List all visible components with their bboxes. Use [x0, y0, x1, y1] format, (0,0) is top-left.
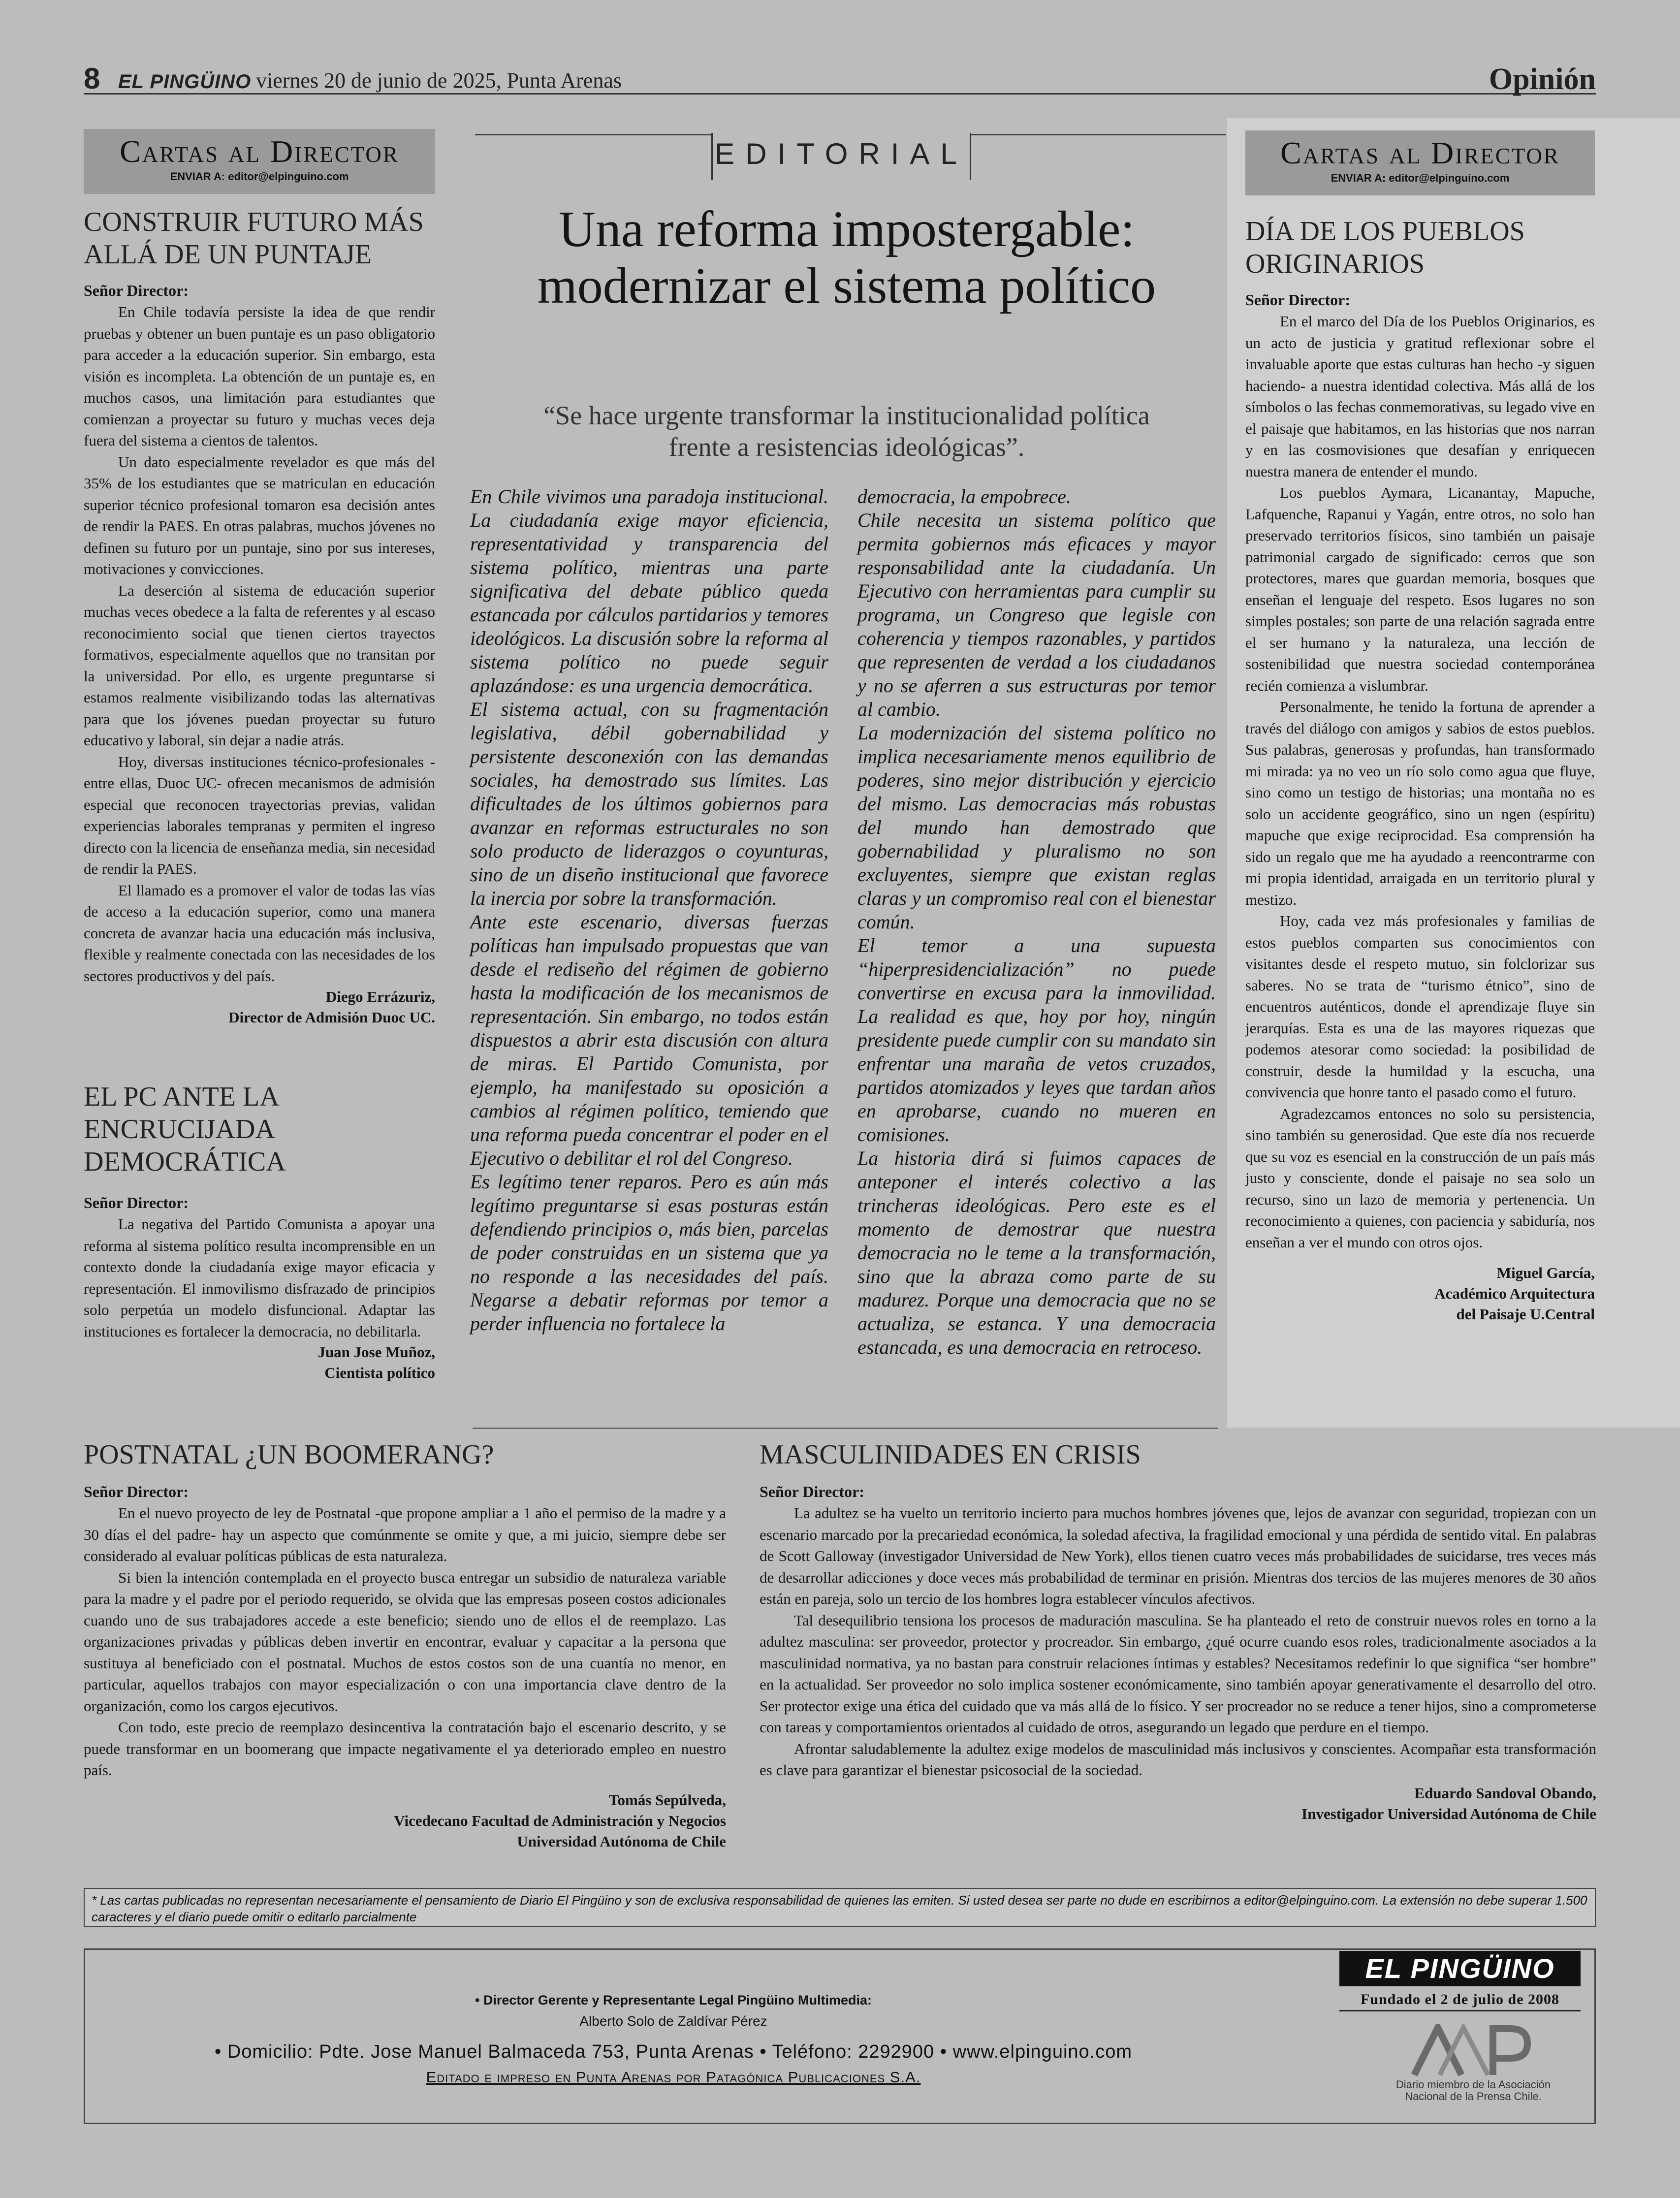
paragraph: La deserción al sistema de educación superior muchas veces obedece a la falta de referentes y al escaso reconocimiento social que tienen ciertos trayectos formativos, especialmente aquellos que no transitan por la universidad. Por ello, es urgente preguntarse si estamos realmente visibilizando todas las alternativas para que los jóvenes puedan proyectar su futuro educativo y laboral, sin dejar a nadie atrás.	[84, 581, 435, 749]
headline-line: modernizar el sistema político	[537, 257, 1156, 314]
signature-role: Vicedecano Facultad de Administración y Negocios	[394, 1812, 726, 1829]
paragraph: La adultez se ha vuelto un territorio incierto para muchos hombres jóvenes que, lejos de avanzar con seguridad, tropiezan con un escenario marcado por la precariedad económica, la soledad afectiva, la fragilidad emocional y una pérdida de sentido vital. En palabras de Scott Galloway (investigador Universidad de New York), ellos tienen cuatro veces más probabilidades de suicidarse, tres veces más de desarrollar adicciones y doce veces más probabilidad de terminar en prisión. Mientras dos tercios de las mujeres menores de 30 años están en pareja, solo un tercio de los hombres logra establecer vínculos afectivos.	[760, 1504, 1596, 1607]
paragraph: Tal desequilibrio tensiona los procesos de maduración masculina. Se ha planteado el reto de construir nuevos roles en torno a la adultez masculina: ser proveedor, protector y procreador. Sin embargo, ¿qué ocurre cuando esos roles, tradicionalmente asociados a la masculinidad normativa, ya no bastan para construir relaciones íntimas y estables? Necesitamos redefinir lo que significa “ser hombre” en la actualidad. Ser proveedor no solo implica sostener económicamente, sino también apoyar generativamente el desarrollo del otro. Ser protector exige una ética del cuidado que va más allá de lo físico. Y ser procreador no se reduce a tener hijos, sino a comprometerse con tareas y comportamientos orientados al cuidado de otros, asegurando un legado que perdure en el tiempo.	[760, 1611, 1596, 1736]
letter-postnatal	[84, 1438, 726, 1852]
page-number: 8	[84, 62, 100, 95]
salutation: Señor Director:	[84, 1194, 189, 1211]
letter-pueblos-originarios	[1245, 215, 1595, 1325]
footer-box	[84, 1948, 1596, 2124]
paragraph: Personalmente, he tenido la fortuna de aprender a través del diálogo con amigos y sabios de estos pueblos. Sus palabras, generosas y profundas, han transformado mi mirada: ya no veo un río solo como agua que fluye, sino como un testigo de historias; una montaña no es solo un accidente geográfico, sino un ngen (espíritu) mapuche que exige reciprocidad. Esa comprensión ha sido un regalo que me ha ayudado a reencontrarme con mi propia identidad, arraigada en un territorio plural y mestizo.	[1245, 698, 1595, 908]
letter-title-line: ALLÁ DE UN PUNTAJE	[84, 239, 372, 270]
letter-pc-encrucijada	[84, 1081, 435, 1383]
letter-masculinidades	[760, 1438, 1596, 1824]
letter-title-line: EL PC ANTE LA	[84, 1082, 280, 1112]
paragraph: En el marco del Día de los Pueblos Originarios, es un acto de justicia y gratitud reflexionar sobre el invaluable aporte que estas culturas han hecho -y siguen haciendo- a nuestra identidad colectiva. Más allá de los símbolos o las fechas conmemorativas, su legado vive en el paisaje que habitamos, en las historias que nos narran y en las cosmovisiones que desafían y enriquecen nuestra manera de entender el mundo.	[1245, 313, 1595, 480]
editorial-column-2	[857, 485, 1216, 1359]
letter-body	[84, 1502, 726, 1781]
letter-title: MASCULINIDADES EN CRISIS	[760, 1439, 1141, 1470]
paragraph: democracia, la empobrece.	[857, 485, 1071, 508]
letter-body	[84, 1213, 435, 1342]
paragraph: Un dato especialmente revelador es que más del 35% de los estudiantes que se matriculan en educación superior técnico profesional tomaron esa decisión antes de rendir la PAES. En otras palabras, muchos jóvenes no definen su futuro por un puntaje, sino por sus intereses, motivaciones y convicciones.	[84, 453, 435, 577]
letter-title	[84, 206, 435, 271]
signature	[84, 1790, 726, 1852]
paragraph: Los pueblos Aymara, Licanantay, Mapuche, Lafquenche, Rapanui y Yagán, entre otros, no solo han preservado territorios físicos, sino también un paisaje patrimonial cargado de significado: cerros que son protectores, mares que guardan memoria, bosques que enseñan el lenguaje del respeto. Esos lugares no son simples postales; son parte de una relación sagrada entre el ser humano y la naturaleza, una lección de sostenibilidad que nuestra sociedad contemporánea recién comienza a vislumbrar.	[1245, 484, 1595, 694]
paragraph: Agradezcamos entonces no solo su persistencia, sino también su generosidad. Que este día nos recuerde que su voz es esencial en la construcción de un país más justo y consciente, donde el paisaje no sea solo un recurso, sino un lazo de memoria y pertenencia. Un reconocimiento a quienes, con paciencia y sabiduría, nos enseñan a ver el mundo con otros ojos.	[1245, 1105, 1595, 1251]
printed-line: Editado e impreso en Punta Arenas por Patagónica Publicaciones S.A.	[426, 2069, 921, 2086]
signature-name: Juan Jose Muñoz,	[317, 1343, 435, 1361]
letter-title-line: DÍA DE LOS PUEBLOS	[1245, 216, 1525, 247]
cartas-header-right	[1245, 130, 1595, 195]
quote-line: frente a resistencias ideológicas”.	[668, 432, 1025, 462]
signature	[84, 1342, 435, 1383]
paragraph: El sistema actual, con su fragmentación legislativa, débil gobernabilidad y persistente desconexión con las demandas sociales, ha demostrado sus límites. Las dificultades de los últimos gobiernos para avanzar en reformas estructurales no son solo producto de liderazgos o coyunturas, sino de un diseño institucional que favorece la inercia por sobre la transformación.	[470, 698, 828, 909]
printed-line-wrap	[85, 2068, 1262, 2087]
signature-role: Investigador Universidad Autónoma de Chile	[1301, 1805, 1596, 1822]
paragraph: La negativa del Partido Comunista a apoyar una reforma al sistema político resulta incomprensible en un contexto donde la ciudadanía exige mayor eficacia y representación. El inmovilismo disfrazado de principios solo perpetúa un modelo disfuncional. Adaptar las instituciones es fortalecer la democracia, no debilitarla.	[84, 1215, 435, 1340]
letter-title-line: DEMOCRÁTICA	[84, 1147, 286, 1177]
letter-title-line: CONSTRUIR FUTURO MÁS	[84, 207, 424, 237]
paragraph: El temor a una supuesta “hiperpresidencialización” no puede convertirse en excusa para la inmovilidad. La realidad es que, hoy por hoy, ningún presidente puede cumplir con su mandato sin enfrentar una maraña de vetos cruzados, partidos atomizados y leyes que tardan años en aprobarse, cuando no mueren en comisiones.	[857, 934, 1216, 1146]
paragraph: El llamado es a promover el valor de todas las vías de acceso a la educación superior, como una manera concreta de avanzar hacia una educación más inclusiva, flexible y realmente conectada con las necesidades de los sectores productivos y del país.	[84, 881, 435, 985]
editorial-label: EDITORIAL	[715, 137, 968, 170]
disclaimer-box: * Las cartas publicadas no representan necesariamente el pensamiento de Diario El Pingüino y son de exclusiva responsabilidad de quienes las emiten. Si usted desea ser parte no dude en escribirnos a editor@elpinguino.com. La extensión no debe superar 1.500 caracteres y el diario puede omitir o editarlo parcialmente	[84, 1888, 1596, 1927]
letter-title: POSTNATAL ¿UN BOOMERANG?	[84, 1439, 494, 1470]
paragraph: La modernización del sistema político no implica necesariamente menos equilibrio de poderes, sino mejor distribución y ejercicio del mismo. Las democracias más robustas del mundo han demostrado que gobernabilidad y pluralismo no son excluyentes, siempre que existan reglas claras y un compromiso real con el bienestar común.	[857, 722, 1216, 933]
brand-logo: EL PINGÜINO	[1339, 1951, 1581, 1986]
signature-name: Eduardo Sandoval Obando,	[1414, 1784, 1596, 1802]
salutation: Señor Director:	[1245, 291, 1350, 309]
signature-role: Cientista político	[324, 1364, 435, 1381]
founded-line: Fundado el 2 de julio de 2008	[1339, 1989, 1581, 2011]
signature	[1245, 1263, 1595, 1325]
signature-role: Académico Arquitectura	[1434, 1285, 1595, 1302]
contact-line: • Domicilio: Pdte. Jose Manuel Balmaceda 753, Punta Arenas • Teléfono: 2292900 • www.elpinguino.com	[214, 2041, 1133, 2062]
quote-line: “Se hace urgente transformar la institucionalidad política	[543, 401, 1150, 430]
paragraph: Ante este escenario, diversas fuerzas políticas han impulsado propuestas que van desde el rediseño del régimen de gobierno hasta la modificación de los mecanismos de representación. Sin embargo, no todos están dispuestos a abrir esta discusión con altura de miras. El Partido Comunista, por ejemplo, ha manifestado su oposición a cambios al régimen político, temiendo que una reforma pueda concentrar el poder en el Ejecutivo o debilitar el rol del Congreso.	[470, 911, 828, 1169]
signature-role: del Paisaje U.Central	[1456, 1306, 1595, 1323]
editorial-bracket-right	[970, 133, 971, 180]
headline-line: Una reforma impostergable:	[558, 201, 1135, 257]
editorial-column-1	[470, 485, 828, 1336]
anp-logo	[1409, 2024, 1537, 2078]
paragraph: Es legítimo tener reparos. Pero es aún más legítimo preguntarse si esas posturas están defendiendo principios o, más bien, parcelas de poder construidas en un sistema que ya no responde a las necesidades del país. Negarse a debatir reformas por temor a perder influencia no fortalece la	[470, 1171, 828, 1335]
anp-text-line: Nacional de la Prensa Chile.	[1405, 2090, 1542, 2102]
brand-logo-small: EL PINGÜINO	[118, 71, 252, 93]
paragraph: En Chile todavía persiste la idea de que rendir pruebas y obtener un buen puntaje es un paso obligatorio para acceder a la educación superior. Sin embargo, esta visión es incompleta. La obtención de un puntaje es, en muchos casos, una limitación para estudiantes que comienzan a proyectar su futuro y muchas veces deja fuera del sistema a cientos de talentos.	[84, 303, 435, 449]
signature-name: Diego Errázuriz,	[325, 988, 435, 1005]
letter-construir-futuro	[84, 206, 435, 1028]
signature-name: Tomás Sepúlveda,	[608, 1791, 726, 1809]
paragraph: En Chile vivimos una paradoja institucional. La ciudadanía exige mayor eficiencia, representatividad y transparencia del sistema político, mientras una parte significativa del debate público queda estancada por cálculos partidarios y temores ideológicos. La discusión sobre la reforma al sistema político no puede seguir aplazándose: es una urgencia democrática.	[470, 485, 828, 697]
anp-text-line: Diario miembro de la Asociación	[1395, 2078, 1551, 2091]
signature	[84, 987, 435, 1028]
paragraph: Si bien la intención contemplada en el proyecto busca entregar un subsidio de naturaleza variable para la madre y el padre por el periodo requerido, se olvida que las empresas poseen costos adicionales cuando uno de sus trabajadores accede a este beneficio; siendo uno de ellos el de reemplazo. Las organizaciones privadas y públicas deben invertir en encontrar, evaluar y capacitar a la persona que sustituya al beneficiado con el postnatal. Muchos de estos costos son de una cuantía no menor, en particular, aquellos trabajos con mayor especialización o con una importancia clave dentro de la organización, como los cargos ejecutivos.	[84, 1568, 726, 1715]
signature-role: Director de Admisión Duoc UC.	[228, 1009, 435, 1026]
letter-title	[84, 1081, 435, 1178]
paragraph: Hoy, diversas instituciones técnico-profesionales -entre ellas, Duoc UC- ofrecen mecanismos de admisión especial que reconocen trayectorias previas, validan experiencias laborales tempranas y permiten el ingreso directo con la licencia de enseñanza media, sin necesidad de rendir la PAES.	[84, 753, 435, 877]
letter-title	[1245, 215, 1595, 280]
salutation: Señor Director:	[84, 1483, 189, 1500]
paragraph: La historia dirá si fuimos capaces de anteponer el interés colectivo a las trincheras ideológicas. Pero este es el momento de demostrar que nuestra democracia no le teme a la transformación, sino que la abraza como parte de su madurez. Porque una democracia que no se actualiza, se estanca. Y una democracia estancada, es una democracia en retroceso.	[857, 1147, 1216, 1358]
paragraph: Chile necesita un sistema político que permita gobiernos más eficaces y mayor responsabilidad ante la ciudadanía. Un Ejecutivo con herramientas para cumplir su programa, un Congreso que legisle con coherencia y tiempos razonables, y partidos que representen de verdad a los ciudadanos y no se aferren a sus estructuras por temor al cambio.	[857, 509, 1216, 720]
paragraph: En el nuevo proyecto de ley de Postnatal -que propone ampliar a 1 año el permiso de la madre y a 30 días el del padre- hay un aspecto que comúnmente se omite y que, a mi juicio, siempre debe ser considerado al evaluar políticas públicas de esta naturaleza.	[84, 1504, 726, 1564]
letter-title-line: ORIGINARIOS	[1245, 249, 1425, 279]
signature-role: Universidad Autónoma de Chile	[517, 1832, 726, 1850]
letter-body	[84, 301, 435, 987]
signature-name: Miguel García,	[1496, 1264, 1595, 1281]
cartas-email: ENVIAR A: editor@elpinguino.com	[170, 170, 349, 183]
page-header	[84, 64, 1596, 95]
letter-title-line: ENCRUCIJADA	[84, 1114, 275, 1145]
cartas-header-left	[84, 129, 435, 194]
cartas-email: ENVIAR A: editor@elpinguino.com	[1331, 172, 1510, 184]
cartas-title: Cartas al Director	[1280, 135, 1560, 170]
anp-logo-icon	[1409, 2024, 1537, 2078]
paragraph: Con todo, este precio de reemplazo desincentiva la contratación bajo el escenario descrito, y se puede transformar en un boomerang que impacte negativamente el ya deteriorado empleo en nuestro país.	[84, 1719, 726, 1779]
paragraph: Hoy, cada vez más profesionales y familias de estos pueblos comparten sus conocimientos con visitantes desde el respeto mutuo, sin folclorizar sus saberes. No se trata de “turismo étnico”, sino de encuentros auténticos, donde el aprendizaje fluye sin jerarquías. Esta es una de las mayores riquezas que podemos atesorar como sociedad: la posibilidad de construir, desde la humildad y la escucha, una convivencia que honre tanto el pasado como el futuro.	[1245, 912, 1595, 1101]
editorial-bracket-left	[711, 133, 713, 180]
editorial-bottom-rule	[473, 1428, 1218, 1429]
salutation: Señor Director:	[84, 282, 189, 299]
director-label: • Director Gerente y Representante Legal Pingüino Multimedia:	[475, 1993, 872, 2007]
director-name: Alberto Solo de Zaldívar Pérez	[579, 2013, 767, 2029]
letter-body	[760, 1502, 1596, 1781]
anp-text	[1375, 2079, 1572, 2102]
editorial-pull-quote	[463, 400, 1231, 463]
signature	[760, 1783, 1596, 1824]
letter-body	[1245, 311, 1595, 1253]
section-title: Opinión	[1489, 63, 1596, 96]
date-line: viernes 20 de junio de 2025, Punta Arenas	[256, 68, 622, 93]
editorial-headline	[463, 201, 1231, 314]
cartas-title: Cartas al Director	[120, 134, 399, 169]
salutation: Señor Director:	[760, 1483, 864, 1500]
paragraph: Afrontar saludablemente la adultez exige modelos de masculinidad más inclusivos y conscientes. Acompañar esta transformación es clave para garantizar el bienestar psicosocial de la sociedad.	[760, 1740, 1596, 1779]
